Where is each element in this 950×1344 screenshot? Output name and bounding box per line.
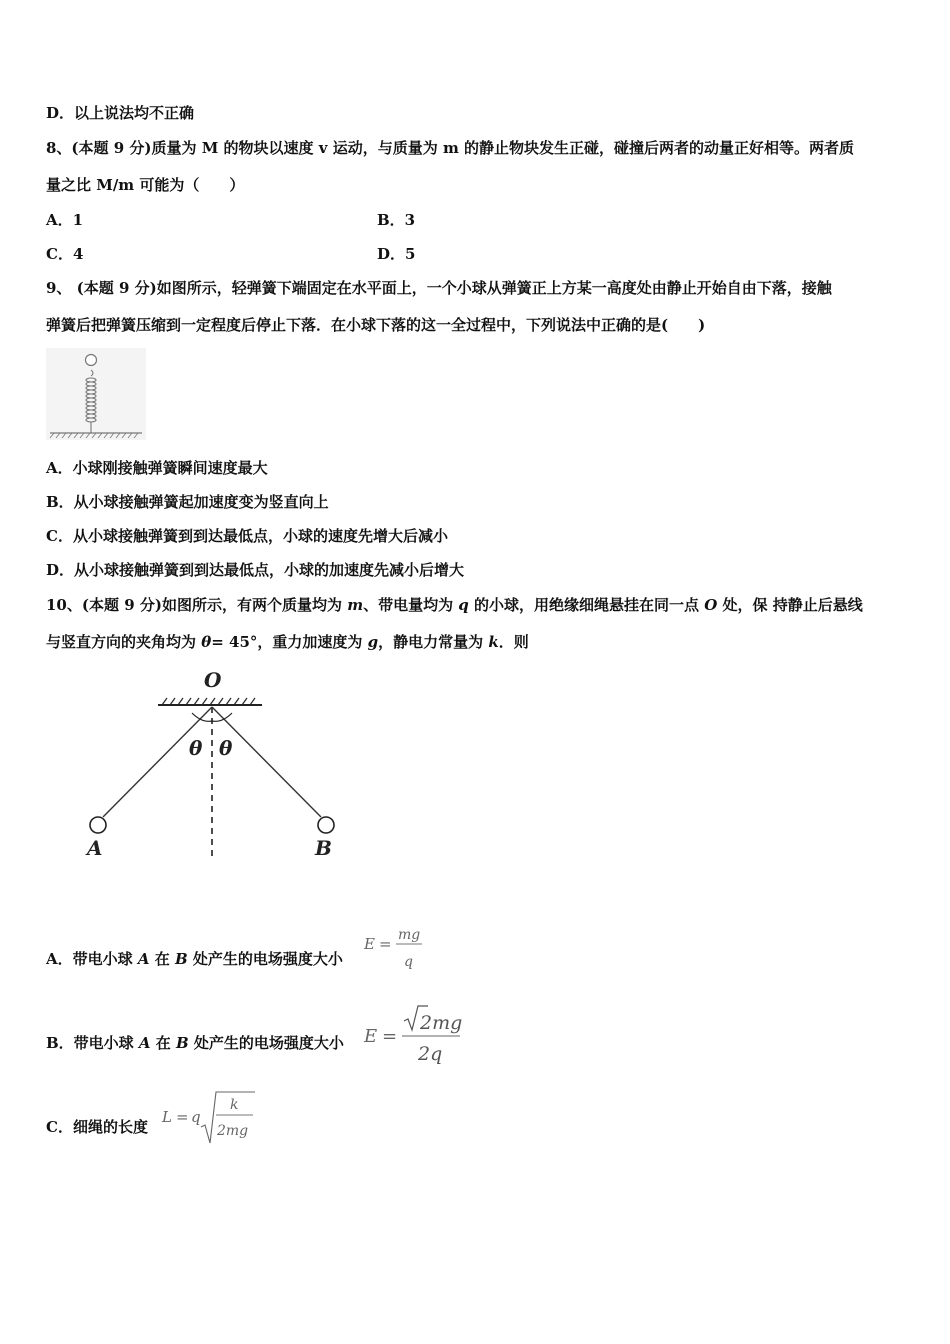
q8-option-c: C．4 xyxy=(46,245,84,263)
formula-c xyxy=(160,1089,260,1149)
label-theta-right: θ xyxy=(219,736,233,760)
svg-text:E: E xyxy=(364,1026,378,1047)
q8-stem-line1: 8、(本题 9 分)质量为 M 的物块以速度 v 运动，与质量为 m 的静止物块发生正碰，碰撞后两者的动量正好相等。两者质 xyxy=(46,139,855,157)
string-b xyxy=(212,707,321,817)
formula-a xyxy=(362,922,432,974)
svg-text:=: = xyxy=(176,1108,189,1126)
svg-text:q: q xyxy=(191,1108,201,1126)
label-o: O xyxy=(204,668,222,692)
ball-b xyxy=(318,817,334,833)
q9-option-c: C．从小球接触弹簧到到达最低点，小球的速度先增大后减小 xyxy=(46,527,448,545)
q8-option-b: B．3 xyxy=(377,211,416,229)
svg-text:2mg: 2mg xyxy=(420,1012,463,1034)
q10-stem-line2: 与竖直方向的夹角均为 θ= 45°，重力加速度为 g，静电力常量为 k．则 xyxy=(46,633,529,651)
string-a xyxy=(103,707,212,817)
svg-text:mg: mg xyxy=(398,927,421,943)
pendulum-figure xyxy=(70,665,370,870)
q8-option-d: D．5 xyxy=(377,245,416,263)
svg-text:k: k xyxy=(230,1097,239,1113)
q10-option-c: C．细绳的长度 xyxy=(46,1118,148,1136)
q10-option-b: B．带电小球 A 在 B 处产生的电场强度大小 xyxy=(46,1034,344,1052)
q10-option-a: A．带电小球 A 在 B 处产生的电场强度大小 xyxy=(46,950,343,968)
q8-stem-line2: 量之比 M/m 可能为（ ） xyxy=(46,176,245,194)
svg-text:E: E xyxy=(364,935,375,953)
svg-text:=: = xyxy=(382,1026,398,1047)
svg-text:2mg: 2mg xyxy=(217,1123,249,1139)
svg-text:L: L xyxy=(162,1108,172,1126)
ceiling-hatch xyxy=(162,698,255,705)
q7-option-d: D．以上说法均不正确 xyxy=(46,104,195,122)
svg-text:=: = xyxy=(379,935,392,953)
q9-option-d: D．从小球接触弹簧到到达最低点，小球的加速度先减小后增大 xyxy=(46,561,465,579)
q9-option-b: B．从小球接触弹簧起加速度变为竖直向上 xyxy=(46,493,329,511)
formula-b xyxy=(362,1002,467,1070)
svg-text:2q: 2q xyxy=(418,1043,443,1065)
q10-stem-line1: 10、(本题 9 分)如图所示，有两个质量均为 m、带电量均为 q 的小球，用绝缘细绳悬挂在同一点 O 处，保 持静止后悬线 xyxy=(46,596,863,614)
q9-stem-line2: 弹簧后把弹簧压缩到一定程度后停止下落．在小球下落的这一全过程中，下列说法中正确的是( ) xyxy=(46,316,706,334)
label-b: B xyxy=(315,836,332,860)
ball xyxy=(86,355,97,366)
q9-option-a: A．小球刚接触弹簧瞬间速度最大 xyxy=(46,459,268,477)
q9-stem-line1: 9、 (本题 9 分)如图所示，轻弹簧下端固定在水平面上，一个小球从弹簧正上方某一高度处由静止开始自由下落，接触 xyxy=(46,279,832,297)
label-a: A xyxy=(87,836,103,860)
svg-text:q: q xyxy=(404,954,413,970)
ball-a xyxy=(90,817,106,833)
spring-ball-figure xyxy=(46,348,146,440)
q8-option-a: A．1 xyxy=(46,211,84,229)
label-theta-left: θ xyxy=(189,736,203,760)
